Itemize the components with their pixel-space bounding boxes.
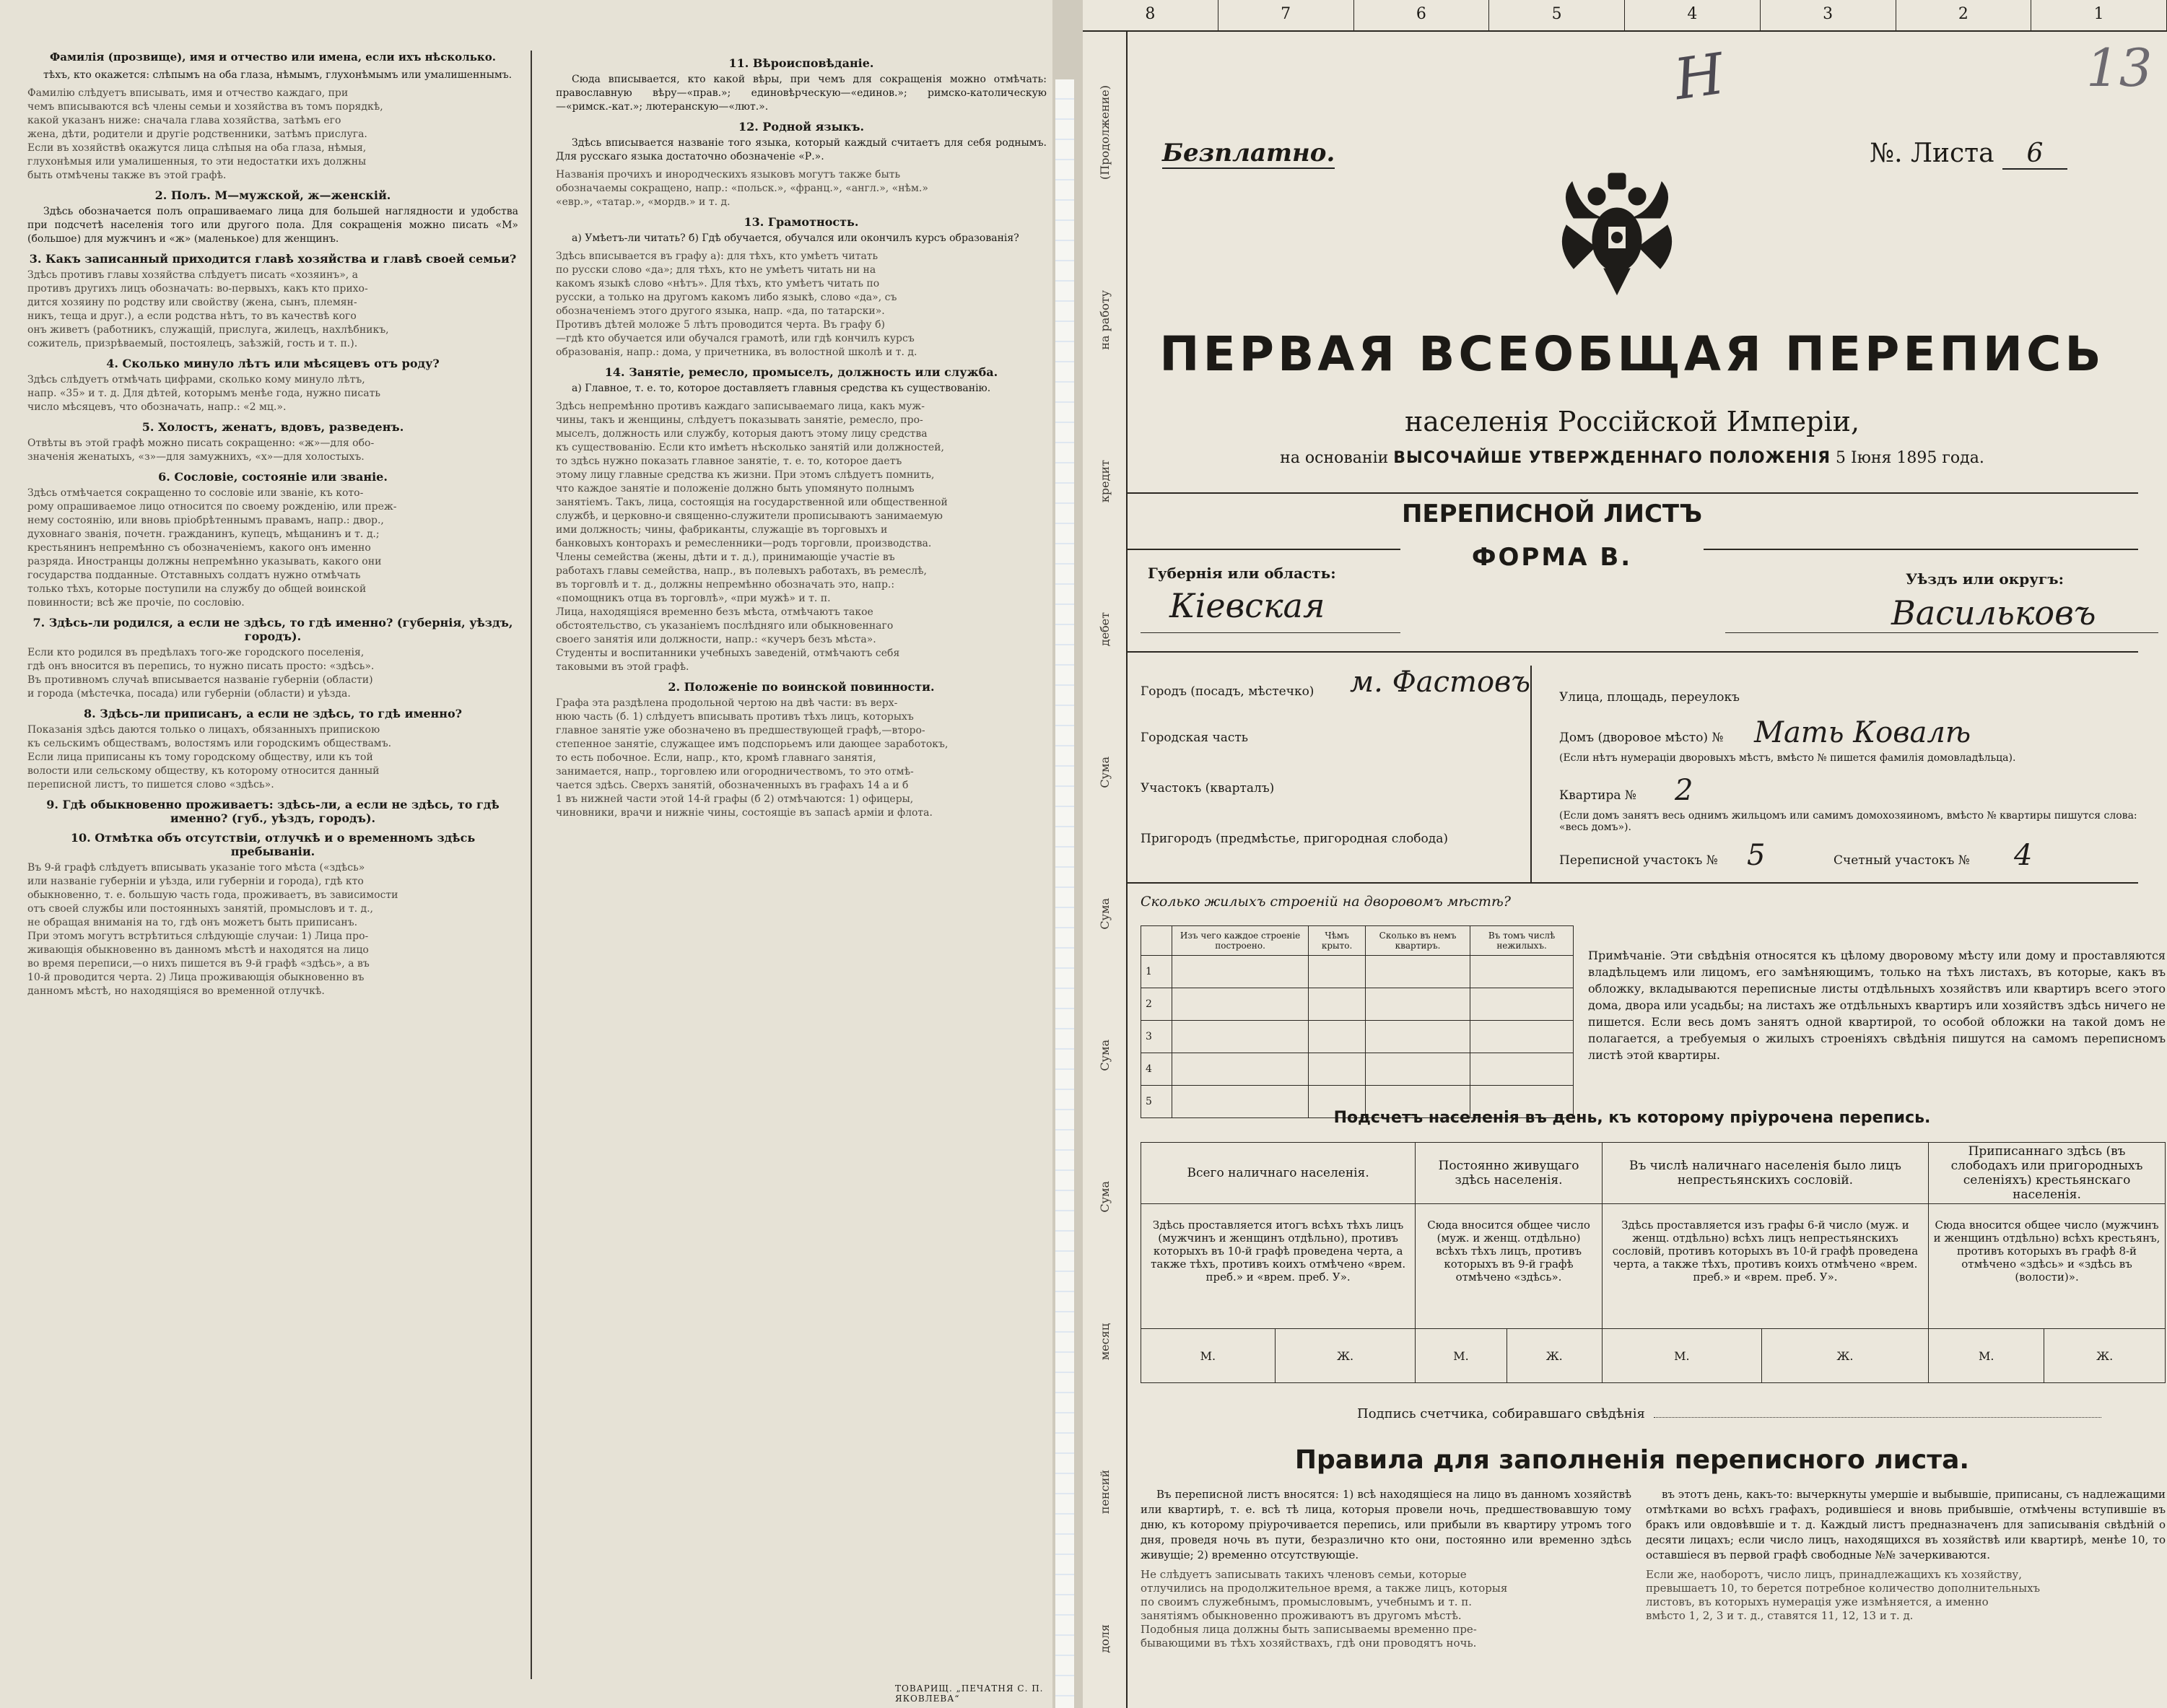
top-number: 5	[1489, 0, 1625, 30]
col2-body-2: а) Умѣетъ-ли читать? б) Гдѣ обучается, обучался или окончилъ курсъ образованія?	[572, 232, 1019, 244]
flat-value: 2	[1675, 774, 1693, 807]
buildings-table-header	[1141, 926, 1574, 956]
buildings-note: Примѣчаніе. Эти свѣдѣнія относятся къ цѣлому дворовому мѣсту или дому и проставляются владѣльцемъ или лицомъ, его замѣняющимъ, только на тѣхъ листахъ, въ которые, какъ въ обложку, вкладываются переписные листы отдѣльныхъ хозяйствъ или квартиръ всего этого дома, двора или усадьбы; на листахъ же отдѣльныхъ квартиръ или хозяйствъ здѣсь ничего не пишется. Если весь домъ занятъ одной квартирой, то особой обложки на такой домъ не полагается, а требуемыя о жилыхъ строеніяхъ свѣдѣнія пишутся на самомъ переписномъ листѣ этой квартиры.	[1588, 949, 2166, 1062]
col2-heading-1: 12. Родной языкъ.	[738, 120, 865, 134]
count-plot-label: Счетный участокъ №	[1834, 853, 1970, 868]
buildings-table	[1141, 925, 1574, 1118]
col2-section-3	[556, 365, 1047, 396]
instructions-column-2	[556, 51, 1047, 1686]
buildings-row-number: 4	[1141, 1053, 1172, 1086]
count-male: М.	[1141, 1329, 1276, 1383]
side-label: Сума	[1097, 1181, 1112, 1214]
pencil-mark-left: Н	[1670, 41, 1728, 113]
col1-body-0: тѣхъ, кто окажется: слѣпымъ на оба глаза, нѣмымъ, глухонѣмымъ или умалишеннымъ.	[43, 69, 513, 81]
count-header-nonpeasant: Въ числѣ наличнаго населенія было лицъ непрестьянскихъ сословій.	[1602, 1143, 1928, 1204]
count-table-descriptions	[1141, 1204, 2166, 1329]
count-female: Ж.	[1275, 1329, 1415, 1383]
form-divider-mid	[1126, 651, 2138, 653]
buildings-header-material: Изъ чего каждое строеніе построено.	[1172, 926, 1309, 956]
col1-section-0	[27, 51, 518, 82]
col1-heading-7: 8. Здѣсь-ли приписанъ, а если не здѣсь, то гдѣ именно?	[83, 707, 463, 720]
buildings-row-number: 3	[1141, 1021, 1172, 1053]
header-divider-right	[1704, 549, 2138, 550]
rules-column-1	[1141, 1487, 1631, 1650]
buildings-row	[1141, 1053, 1574, 1086]
count-desc-present: Здѣсь проставляется итогъ всѣхъ тѣхъ лицъ (мужчинъ и женщинъ отдѣльно), противъ которыхъ въ 10-й графѣ проведена черта, а также тѣхъ, противъ коихъ отмѣчено «врем. преб.» и «врем. преб. У».	[1141, 1204, 1416, 1329]
basis-prefix: на основаніи	[1280, 449, 1389, 467]
col1-heading-9: 10. Отмѣтка объ отсутствіи, отлучкѣ и о временномъ здѣсь пребываніи.	[70, 831, 476, 858]
column-divider	[531, 51, 532, 1679]
census-plot-label: Переписной участокъ №	[1559, 853, 1718, 868]
free-label: Безплатно.	[1162, 139, 1335, 167]
col2-heading-3: 14. Занятіе, ремесло, промыселъ, должность или служба.	[604, 365, 998, 379]
house-value: Мать Ковалѣ	[1754, 716, 1971, 749]
rules-filler-1: Не слѣдуетъ записывать такихъ членовъ семьи, которые отлучились на продолжительное время, а также лицъ, которыя по своимъ служебнымъ, промысловымъ, учебнымъ и т. п. занятіямъ обыкновенно проживаютъ въ другомъ мѣстѣ. Подобныя лица должны быть записываемы временно пре- бывающими въ тѣхъ хозяйствахъ, гдѣ они проводятъ ночь.	[1141, 1568, 1508, 1650]
census-basis	[1126, 449, 2138, 467]
col1-heading-3: 4. Сколько минуло лѣтъ или мѣсяцевъ отъ роду?	[106, 357, 440, 370]
top-number: 6	[1354, 0, 1490, 30]
side-label: месяц	[1097, 1323, 1112, 1360]
count-male: М.	[1416, 1329, 1507, 1383]
rules-column-2	[1646, 1487, 2166, 1622]
count-table-sex-row	[1141, 1329, 2166, 1383]
count-female: Ж.	[2044, 1329, 2166, 1383]
col2-heading-2: 13. Грамотность.	[744, 215, 859, 229]
col2-heading-4: 2. Положеніе по воинской повинности.	[668, 680, 935, 694]
col2-filler-a: Названія прочихъ и инородческихъ языковъ могутъ также быть обозначаемы сокращено, напр.: «польск.», «франц.», «англ.», «нѣм.» «евр.», «татар.», «мордв.» и т. д.	[556, 169, 928, 208]
gubernia-value: Кіевская	[1169, 586, 1325, 625]
house-label: Домъ (дворовое мѣсто) №	[1559, 731, 1724, 745]
top-number: 1	[2031, 0, 2167, 30]
count-header-present: Всего наличнаго населенія.	[1141, 1143, 1416, 1204]
suburb-label: Пригородъ (предмѣстье, пригородная слобода)	[1141, 832, 1449, 846]
form-title-line-2: ФОРМА В.	[1471, 543, 1633, 572]
col2-section-4	[556, 680, 1047, 694]
rules-title: Правила для заполненія переписного листа.	[1294, 1445, 1970, 1475]
census-title: ПЕРВАЯ ВСЕОБЩАЯ ПЕРЕПИСЬ	[1159, 326, 2105, 382]
count-female: Ж.	[1507, 1329, 1602, 1383]
side-label: Сума	[1097, 898, 1112, 930]
basis-caps: ВЫСОЧАЙШЕ УТВЕРЖДЕННАГО ПОЛОЖЕНІЯ	[1393, 449, 1831, 467]
side-label: пенсий	[1097, 1470, 1112, 1515]
col1-section-5	[27, 470, 518, 484]
count-header-peasant: Приписаннаго здѣсь (въ слободахъ или пригородныхъ селеніяхъ) крестьянскаго населенія.	[1929, 1143, 2166, 1204]
plot-label: Участокъ (кварталъ)	[1141, 781, 1275, 796]
form-divider-top	[1126, 492, 2138, 494]
col1-section-7	[27, 707, 518, 720]
city-value: м. Фастовъ	[1350, 666, 1530, 699]
buildings-header-nonresidential: Въ томъ числѣ нежилыхъ.	[1470, 926, 1574, 956]
flat-label: Квартира №	[1559, 788, 1636, 803]
side-label: доля	[1097, 1624, 1112, 1653]
col2-section-0	[556, 56, 1047, 114]
side-label: дебет	[1097, 612, 1112, 647]
imperial-eagle-emblem	[1552, 167, 1682, 297]
col1-section-8	[27, 798, 518, 858]
col2-filler-c: Здѣсь непремѣнно противъ каждаго записываемаго лица, какъ муж- чины, такъ и женщины, слѣдуетъ показывать занятіе, ремесло, про- мыселъ, должность или службу, которыя даютъ этому лицу средства къ существованію. Если кто имѣетъ нѣсколько занятій или должностей, то здѣсь нужно показать главное занятіе, т. е. то, которое даетъ этому лицу главные средства къ жизни. При этомъ слѣдуетъ помнить, что каждое занятіе и положеніе должно быть упомянуто полнымъ занятіемъ. Такъ, лица, состоящія на государственной или общественной службѣ, и церковно-и священно-служители прописываютъ занимаемую ими должность; чины, фабриканты, служащіе въ торговыхъ и банковыхъ конторахъ и ремесленники—родъ торговли, производства. Члены семейства (жены, дѣти и т. д.), принимающіе участіе въ работахъ главы семейства, напр., въ полевыхъ работахъ, въ ремеслѣ, въ торговлѣ и т. д., должны непремѣнно обозначать это, напр.: «помощникъ отца въ торговлѣ», «при мужѣ» и т. п. Лица, находящіяся временно безъ мѣста, отмѣчаютъ такое обстоятельство, съ указаніемъ послѣдняго или обыкновеннаго своего занятія или должности, напр.: «кучеръ безъ мѣста». Студенты и воспитанники учебныхъ заведеній, отмѣчаютъ себя таковыми въ этой графѣ.	[556, 401, 948, 673]
count-plot-value: 4	[2014, 839, 2033, 872]
col1-heading-5: 6. Сословіе, состояніе или званіе.	[158, 470, 388, 484]
col2-body-1: Здѣсь вписывается названіе того языка, который каждый считаетъ для себя роднымъ. Для русскаго языка достаточно обозначеніе «Р.».	[556, 137, 1047, 162]
col1-filler-b: Здѣсь противъ главы хозяйства слѣдуетъ писать «хозяинъ», а противъ другихъ лицъ обозначать: во-первыхъ, какъ кто прихо- дится хозяину по родству или свойству (жена, сынъ, племян- никъ, теща и друг.), а если родства нѣтъ, то въ качествѣ кого онъ живетъ (работникъ, служащій, прислуга, жилецъ, нахлѣбникъ, сожитель, призрѣваемый, постоялецъ, заѣзжій, гость и т. п.).	[27, 269, 389, 349]
city-label: Городъ (посадъ, мѣстечко)	[1141, 684, 1314, 699]
instructions-sheet	[0, 0, 1052, 1708]
col1-heading-8: 9. Гдѣ обыкновенно проживаетъ: здѣсь-ли, а если не здѣсь, то гдѣ именно? (губ., уѣздъ, городъ).	[46, 798, 500, 825]
uezd-underline	[1725, 632, 2158, 633]
count-female: Ж.	[1761, 1329, 1928, 1383]
uezd-value: Васильковъ	[1891, 593, 2096, 632]
col1-section-1	[27, 188, 518, 246]
house-note: (Если нѣтъ нумераціи дворовыхъ мѣстъ, вмѣсто № пишется фамилія домовладѣльца).	[1559, 752, 2016, 764]
top-number-strip	[1083, 0, 2167, 32]
top-number: 8	[1083, 0, 1218, 30]
buildings-row-number: 2	[1141, 988, 1172, 1021]
header-divider-left	[1126, 549, 1400, 550]
side-label: Сума	[1097, 1040, 1112, 1071]
side-label: на работу	[1097, 289, 1112, 350]
side-label: (Продолжение)	[1097, 85, 1112, 180]
buildings-row-number: 5	[1141, 1086, 1172, 1118]
rules-text-1: Въ переписной листъ вносятся: 1) всѣ находящіеся на лицо въ данномъ хозяйствѣ или квартирѣ, т. е. всѣ тѣ лица, которыя провели ночь, предшествовавшую тому дню, къ которому пріурочивается перепись, или прибыли въ квартиру утромъ того дня, проведя ночь въ пути, безразлично кто они, постоянно или временно здѣсь живущіе; 2) временно отсутствующіе.	[1141, 1488, 1631, 1561]
uezd-label: Уѣздъ или округъ:	[1906, 570, 2064, 588]
col2-heading-0: 11. Вѣроисповѣданіе.	[728, 56, 874, 70]
col1-body-1: Здѣсь обозначается полъ опрашиваемаго лица для большей наглядности и удобства при подсчетѣ населенія того или другого пола. Для сокращенія можно писать «М» (большое) для мужчинъ и «ж» (маленькое) для женщинъ.	[27, 206, 518, 245]
rules-filler-2: Если же, наоборотъ, число лицъ, принадлежащихъ къ хозяйству, превышаетъ 10, то берется потребное количество дополнительныхъ листовъ, въ которыхъ нумерація уже измѣняется, а именно вмѣсто 1, 2, 3 и т. д., ставятся 11, 12, 13 и т. д.	[1646, 1568, 2041, 1622]
address-divider	[1530, 666, 1532, 882]
part-label: Городская часть	[1141, 731, 1249, 745]
count-table-header	[1141, 1143, 2166, 1204]
side-column-strip	[1083, 30, 1128, 1708]
flat-note: (Если домъ занятъ весь однимъ жильцомъ или самимъ домохозяиномъ, вмѣсто № квартиры пишутся слова: «весь домъ»).	[1559, 810, 2137, 833]
census-form-sheet	[1083, 0, 2167, 1708]
buildings-header-blank	[1141, 926, 1172, 956]
buildings-question: Сколько жилыхъ строеній на дворовомъ мѣстѣ?	[1141, 894, 1511, 910]
col1-section-4	[27, 420, 518, 434]
count-male: М.	[1602, 1329, 1761, 1383]
signature-label: Подпись счетчика, собиравшаго свѣдѣнія	[1357, 1406, 1645, 1421]
signature-line	[1654, 1417, 2101, 1418]
top-number: 7	[1218, 0, 1354, 30]
buildings-header-roof: Чѣмъ крыто.	[1309, 926, 1366, 956]
rules-text-2: въ этотъ день, какъ-то: вычеркнуты умершіе и выбывшіе, приписаны, съ надлежащими отмѣтками во всѣхъ графахъ, родившіеся и вновь прибывшіе, отмѣчены вступившіе въ бракъ или овдовѣвшіе и т. д. Каждый листъ предназначенъ для записыванія свѣдѣній о десяти лицахъ; если число лицъ, находящихся въ хозяйствѣ или квартирѣ, менѣе 10, то оставшіеся въ первой графѣ свободные №№ зачеркиваются.	[1646, 1488, 2166, 1561]
binding-strip	[1055, 79, 1074, 1708]
count-desc-permanent: Сюда вносится общее число (муж. и женщ. отдѣльно) всѣхъ тѣхъ лицъ, противъ которыхъ въ 9-й графѣ отмѣчено «здѣсь».	[1416, 1204, 1603, 1329]
col1-heading-1: 2. Полъ. М—мужской, ж—женскій.	[154, 188, 391, 202]
gubernia-label: Губернія или область:	[1148, 565, 1336, 582]
col1-filler-a: Фамилію слѣдуетъ вписывать, имя и отчество каждаго, при чемъ вписываются всѣ члены семьи и хозяйства въ томъ порядкѣ, какой указанъ ниже: сначала глава хозяйства, затѣмъ его жена, дѣти, родители и другіе родственники, затѣмъ прислуга. Если въ хозяйствѣ окажутся лица слѣпыя на оба глаза, нѣмыя, глухонѣмыя или умалишенныя, то эти недостатки ихъ должны быть отмѣчены также въ этой графѣ.	[27, 87, 383, 181]
col1-filler-g: Показанія здѣсь даются только о лицахъ, обязанныхъ припискою къ сельскимъ обществамъ, волостямъ или городскимъ обществамъ. Если лица приписаны къ тому городскому обществу, или къ той волости или сельскому обществу, къ которому относится данный переписной листъ, то пишется слово «здѣсь».	[27, 724, 392, 790]
side-label: кредит	[1097, 459, 1112, 502]
form-title	[1400, 500, 1704, 572]
count-title: Подсчетъ населенія въ день, къ которому пріурочена перепись.	[1333, 1109, 1931, 1127]
top-number: 3	[1761, 0, 1896, 30]
basis-suffix: 5 Іюня 1895 года.	[1836, 449, 1984, 467]
census-subtitle: населенія Россійской Имперіи,	[1404, 406, 1860, 437]
col1-heading-2: 3. Какъ записанный приходится главѣ хозяйства и главѣ своей семьи?	[29, 252, 517, 266]
col2-filler-d: Графа эта раздѣлена продольной чертою на двѣ части: въ верх- нюю часть (б. 1) слѣдуетъ вписывать противъ тѣхъ лицъ, которыхъ главное занятіе уже обозначено въ предшествующей графѣ,—второ- степенное занятіе, служащее имъ подспорьемъ или дающее заработокъ, то есть побочное. Если, напр., кто, кромѣ главнаго занятія, занимается, напр., торговлею или огородничествомъ, то это отмѣ- чается здѣсь. Сверхъ занятій, обозначенныхъ въ графахъ 14 а и б 1 въ нижней части этой 14-й графы (б 2) отмѣчаются: 1) офицеры, чиновники, врачи и нижніе чины, состоящіе въ запасѣ арміи и флота.	[556, 697, 949, 819]
enumerator-signature	[1357, 1406, 2101, 1421]
buildings-row	[1141, 956, 1574, 988]
col1-heading-0: Фамилія (прозвище), имя и отчество или имена, если ихъ нѣсколько.	[50, 51, 496, 64]
col1-filler-e: Здѣсь отмѣчается сокращенно то сословіе или званіе, къ кото- рому опрашиваемое лицо относится по своему рожденію, или преж- нему состоянію, или вновь пріобрѣтеннымъ правамъ, напр.: двор., духовнаго званія, почетн. гражданинъ, купецъ, мѣщанинъ и т. д.; крестьянинъ непремѣнно съ обозначеніемъ, какого онъ именно разряда. Иностранцы должны непремѣнно указывать, какого они государства подданные. Отставныхъ солдатъ нужно отмѣчать только тѣхъ, которые поступили на службу до общей воинской повинности; всѣ же прочіе, по сословію.	[27, 487, 397, 609]
top-number: 4	[1625, 0, 1761, 30]
top-number: 2	[1896, 0, 2032, 30]
sheet-number-value: 6	[2002, 139, 2067, 170]
col1-heading-6: 7. Здѣсь-ли родился, а если не здѣсь, то гдѣ именно? (губернія, уѣздъ, городъ).	[32, 616, 513, 643]
printer-imprint: ТОВАРИЩ. „ПЕЧАТНЯ С. П. ЯКОВЛЕВА“	[895, 1683, 1044, 1704]
buildings-row	[1141, 988, 1574, 1021]
form-content	[1126, 30, 2166, 1708]
sheet-number	[1870, 139, 2067, 170]
col2-section-2	[556, 215, 1047, 245]
form-title-line-1: ПЕРЕПИСНОЙ ЛИСТЪ	[1401, 500, 1703, 528]
col1-filler-h: Въ 9-й графѣ слѣдуетъ вписывать указаніе того мѣста («здѣсь» или названіе губерніи и уѣзда, или губерніи и города), гдѣ кто обыкновенно, т. е. большую часть года, проживаетъ, въ зависимости отъ своей службы или постоянныхъ занятій, промысловъ и т. д., не обращая вниманія на то, гдѣ онъ можетъ быть приписанъ. При этомъ могутъ встрѣтиться слѣдующіе случаи: 1) Лица про- живающія обыкновенно въ данномъ мѣстѣ и находятся на лицо во время переписи,—о нихъ пишется въ 9-й графѣ «здѣсь», а въ 10-й проводится черта. 2) Лица проживающія обыкновенно въ данномъ мѣстѣ, но находящіяся во временной отлучкѣ.	[27, 862, 398, 997]
col2-body-0: Сюда вписывается, кто какой вѣры, при чемъ для сокращенія можно отмѣчать: православную вѣру—«прав.»; единовѣрческую—«единов.»; римско-католическую—«римск.-кат.»; лютеранскую—«лют.».	[556, 74, 1047, 113]
col1-heading-4: 5. Холостъ, женатъ, вдовъ, разведенъ.	[141, 420, 404, 434]
census-plot-value: 5	[1747, 839, 1766, 872]
col2-filler-b: Здѣсь вписывается въ графу а): для тѣхъ, кто умѣетъ читать по русски слово «да»; для тѣхъ, кто не умѣетъ читать ни на какомъ языкѣ слово «нѣтъ». Для тѣхъ, кто умѣетъ читать по русски, а только на другомъ какомъ либо языкѣ, слово «да», съ обозначеніемъ этого другого языка, напр. «да, по татарски». Противъ дѣтей моложе 5 лѣтъ проводится черта. Въ графу б) —гдѣ кто обучается или обучался грамотѣ, или гдѣ кончилъ курсъ образованія, напр.: дома, у причетника, въ волостной школѣ и т. д.	[556, 250, 917, 358]
count-male: М.	[1929, 1329, 2044, 1383]
street-label: Улица, площадь, переулокъ	[1559, 690, 1740, 705]
col2-section-1	[556, 120, 1047, 164]
count-desc-peasant: Сюда вносится общее число (мужчинъ и женщинъ отдѣльно) всѣхъ крестьянъ, противъ которыхъ въ графѣ 8-й отмѣчено «здѣсь» и «здѣсь въ (волости)».	[1929, 1204, 2166, 1329]
pencil-mark-right: 13	[2086, 38, 2153, 98]
count-desc-nonpeasant: Здѣсь проставляется изъ графы 6-й число (муж. и женщ. отдѣльно) всѣхъ лицъ непрестьянскихъ сословій, противъ которыхъ въ 10-й графѣ проведена черта, а также тѣхъ, противъ коихъ отмѣчено «врем. преб.» и «врем. преб. У».	[1602, 1204, 1928, 1329]
col1-section-6	[27, 616, 518, 643]
gubernia-underline	[1141, 632, 1400, 633]
instructions-column-1	[27, 51, 518, 1686]
side-label: Сума	[1097, 757, 1112, 788]
col1-filler-c: Здѣсь слѣдуетъ отмѣчать цифрами, сколько кому минуло лѣтъ, напр. «35» и т. д. Для дѣтей, которымъ менѣе года, нужно писать число мѣсяцевъ, что обозначать, напр.: «2 мц.».	[27, 374, 380, 413]
col1-section-3	[27, 357, 518, 370]
buildings-header-flats: Сколько въ немъ квартиръ.	[1365, 926, 1470, 956]
buildings-row-number: 1	[1141, 956, 1172, 988]
count-header-permanent: Постоянно живущаго здѣсь населенія.	[1416, 1143, 1603, 1204]
buildings-row	[1141, 1021, 1574, 1053]
col1-filler-f: Если кто родился въ предѣлахъ того-же городского поселенія, гдѣ онъ вносится въ перепись, то нужно писать просто: «здѣсь». Въ противномъ случаѣ вписывается названіе губерніи (области) и города (мѣстечка, посада) или губерніи (области) и уѣзда.	[27, 647, 375, 700]
col1-section-2	[27, 252, 518, 266]
population-count-table	[1141, 1142, 2166, 1383]
form-divider-lower	[1126, 882, 2138, 884]
col1-filler-d: Отвѣты въ этой графѣ можно писать сокращенно: «ж»—для обо- значенія женатыхъ, «з»—для замужнихъ, «х»—для холостыхъ.	[27, 437, 375, 463]
sheet-number-label: №. Листа	[1870, 139, 1994, 168]
col2-body-3: а) Главное, т. е. то, которое доставляетъ главныя средства къ существованію.	[572, 383, 991, 394]
